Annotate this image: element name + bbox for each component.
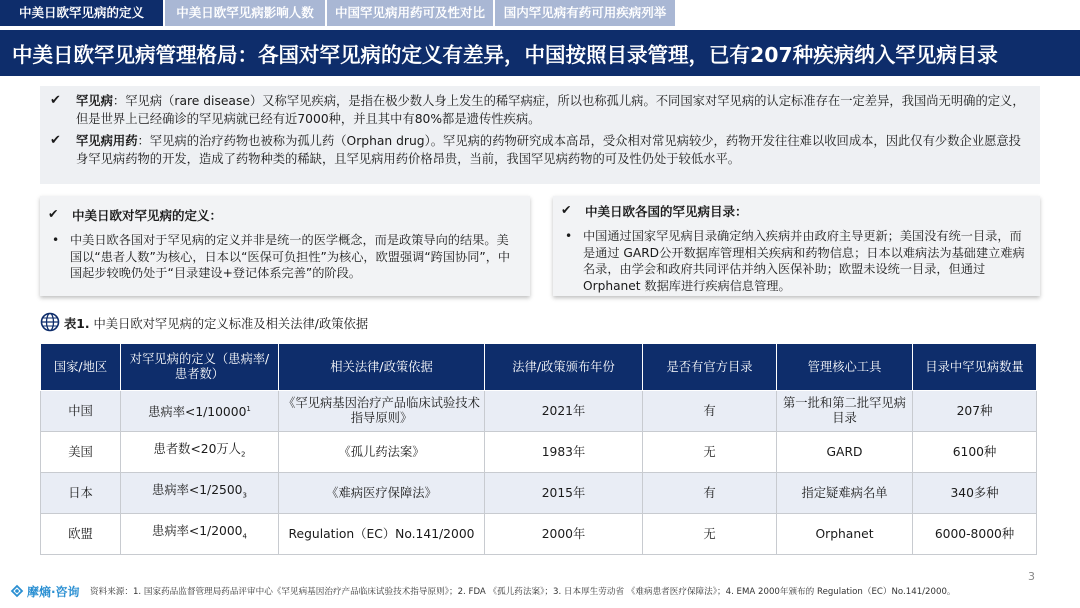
definition-table: [40, 343, 1037, 555]
bullet-icon: •: [565, 229, 573, 243]
table-row: [41, 432, 1037, 473]
ref-mark: 3: [242, 491, 247, 500]
tab-affected-population[interactable]: 中美日欧罕见病影响人数: [165, 0, 325, 26]
table-cell: 《难病医疗保障法》: [279, 473, 485, 514]
ref-mark: 2: [240, 450, 246, 459]
table-cell: 340多种: [913, 473, 1037, 514]
check-icon: ✔: [50, 93, 61, 108]
check-icon: ✔: [50, 133, 61, 148]
card-heading-text: 中美日欧各国的罕见病目录：: [585, 204, 748, 219]
definition-card: [40, 196, 530, 296]
caption-label: 表1.: [64, 317, 90, 331]
col-header: 目录中罕见病数量: [913, 344, 1037, 391]
table-cell: 中国: [41, 391, 121, 432]
table-cell: 无: [643, 514, 777, 555]
table-row: [41, 391, 1037, 432]
card-heading: [561, 202, 1028, 220]
tab-drug-accessibility[interactable]: 中国罕见病用药可及性对比: [327, 0, 493, 26]
table-cell: 《罕见病基因治疗产品临床试验技术指导原则》: [279, 391, 485, 432]
check-icon: ✔: [48, 206, 59, 221]
col-header: 法律/政策颁布年份: [485, 344, 643, 391]
tab-treatable-diseases[interactable]: 国内罕见病有药可用疾病列举: [495, 0, 675, 26]
table-cell: 指定疑难病名单: [777, 473, 913, 514]
table-cell: 《孤儿药法案》: [279, 432, 485, 473]
col-header: 是否有官方目录: [643, 344, 777, 391]
card-heading: [48, 206, 518, 224]
caption-text: [64, 314, 368, 332]
logo-icon: [10, 584, 24, 598]
table-caption: [40, 312, 1040, 332]
intro-box: [40, 86, 1040, 184]
globe-icon: [40, 312, 60, 332]
table-row: [41, 514, 1037, 555]
table-cell: 美国: [41, 432, 121, 473]
intro-term: 罕见病用药: [76, 134, 138, 148]
intro-term: 罕见病: [76, 94, 113, 108]
table-cell: 第一批和第二批罕见病目录: [777, 391, 913, 432]
table-cell: Orphanet: [777, 514, 913, 555]
table-cell: 2000年: [485, 514, 643, 555]
table-cell: GARD: [777, 432, 913, 473]
table-cell: 欧盟: [41, 514, 121, 555]
cell-text: 患病率<1/2500: [152, 482, 243, 497]
title-bar: [0, 30, 1080, 76]
card-body-text: 中美日欧各国对于罕见病的定义并非是统一的医学概念，而是政策导向的结果。美国以“患者人数”为核心，日本以“医保可负担性”为核心，欧盟强调“跨国协同”，中国起步较晚仍处于“目录建设+登记体系完善”的阶段。: [70, 233, 511, 280]
card-bullet: [48, 232, 518, 282]
table-cell: [121, 432, 279, 473]
cell-text: 患病率<1/2000: [152, 523, 243, 538]
intro-item-rare-disease: [50, 92, 1026, 128]
table-cell: 2021年: [485, 391, 643, 432]
col-header: 国家/地区: [41, 344, 121, 391]
cell-text: 患者数<20万人: [153, 441, 241, 456]
intro-text: ：罕见病（rare disease）又称罕见疾病，是指在极少数人身上发生的稀罕病症，所以也称孤儿病。不同国家对罕见病的认定标准存在一定差异，我国尚无明确的定义，但是世界上已经确诊的罕见病就已经有近7000种，并且其中有80%都是遗传性疾病。: [76, 94, 1025, 126]
table-cell: 有: [643, 473, 777, 514]
table-cell: 2015年: [485, 473, 643, 514]
col-header: 管理核心工具: [777, 344, 913, 391]
table-cell: 有: [643, 391, 777, 432]
table-cell: Regulation（EC）No.141/2000: [279, 514, 485, 555]
logo-text: 摩熵·咨询: [27, 585, 80, 599]
table-cell: 1983年: [485, 432, 643, 473]
col-header: 对罕见病的定义（患病率/患者数）: [121, 344, 279, 391]
table-cell: [121, 391, 279, 432]
table-row: [41, 473, 1037, 514]
table-cell: 无: [643, 432, 777, 473]
ref-mark: 1: [246, 404, 251, 413]
table-cell: 6000-8000种: [913, 514, 1037, 555]
card-bullet: [561, 228, 1028, 294]
intro-item-orphan-drug: [50, 132, 1026, 168]
section-tabs: [0, 0, 1080, 28]
table-header-row: [41, 344, 1037, 391]
col-header: 相关法律/政策依据: [279, 344, 485, 391]
cell-text: 患病率<1/10000: [148, 405, 247, 420]
intro-text: ：罕见病的治疗药物也被称为孤儿药（Orphan drug）。罕见病的药物研究成本高昂，受众相对常见病较少，药物开发往往难以收回成本，因此仅有少数企业愿意投身罕见病药物的开发，造成了药物种类的稀缺，且罕见病用药价格昂贵，当前，我国罕见病药物的可及性仍处于较低水平。: [76, 134, 1021, 166]
card-body-text: 中国通过国家罕见病目录确定纳入疾病并由政府主导更新；美国没有统一目录，而是通过 GARD公开数据库管理相关疾病和药物信息；日本以难病法为基础建立难病名录，由学会和政府共同评估并纳入医保补助；欧盟未设统一目录，但通过 Orphanet 数据库进行疾病信息管理。: [583, 229, 1025, 293]
page-title: 中美日欧罕见病管理格局：各国对罕见病的定义有差异，中国按照目录管理，已有207种疾病纳入罕见病目录: [12, 43, 998, 67]
check-icon: ✔: [561, 202, 572, 217]
ref-mark: 4: [242, 532, 247, 541]
table-cell: [121, 514, 279, 555]
caption-title: 中美日欧对罕见病的定义标准及相关法律/政策依据: [89, 317, 369, 331]
table-cell: [121, 473, 279, 514]
table-cell: 日本: [41, 473, 121, 514]
bullet-icon: •: [52, 233, 60, 247]
table-cell: 6100种: [913, 432, 1037, 473]
card-heading-text: 中美日欧对罕见病的定义：: [72, 208, 223, 223]
table-cell: 207种: [913, 391, 1037, 432]
footer: [0, 572, 1080, 608]
catalog-card: [553, 196, 1040, 296]
page-number: 3: [1028, 570, 1035, 583]
source-note: 资料来源：1. 国家药品监督管理局药品评审中心《罕见病基因治疗产品临床试验技术指导原则》；2. FDA 《孤儿药法案》；3. 日本厚生劳动省 《难病患者医疗保障法》；4. EMA 2000年颁布的 Regulation（EC）No.141/2000。: [90, 587, 956, 597]
tab-rare-disease-definition[interactable]: 中美日欧罕见病的定义: [0, 0, 163, 26]
